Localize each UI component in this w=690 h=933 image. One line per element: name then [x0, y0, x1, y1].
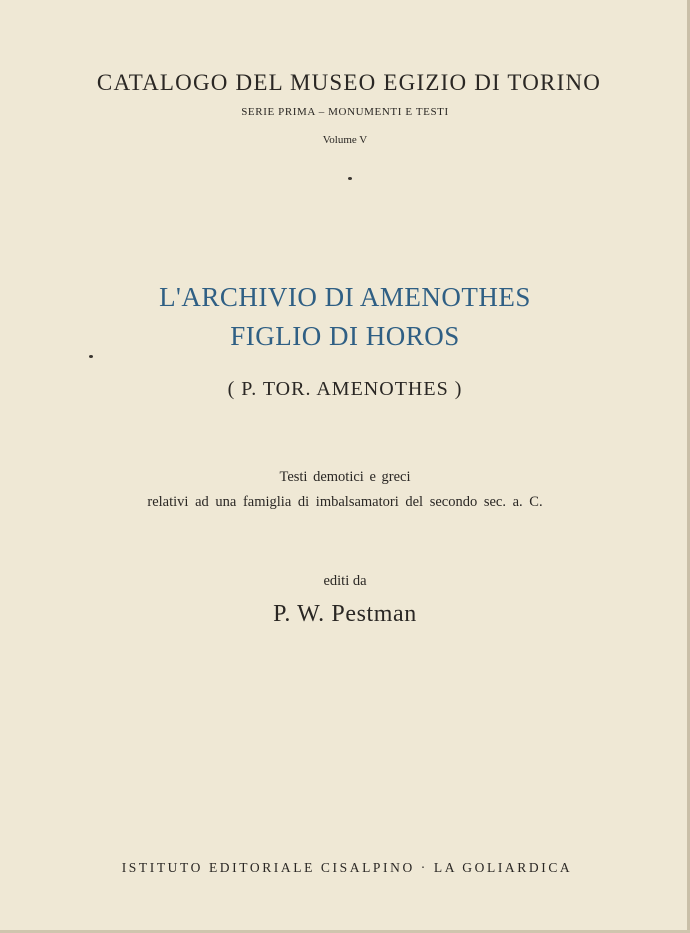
book-title-line-2: FIGLIO DI HOROS	[230, 321, 460, 351]
publisher-name: ISTITUTO EDITORIALE CISALPINO · LA GOLIARDICA	[121, 860, 573, 875]
author-name: P. W. Pestman	[273, 601, 417, 627]
description-line-1: Testi demotici e greci	[279, 469, 411, 485]
paper-speck	[89, 355, 93, 358]
series-subtitle: SERIE PRIMA – MONUMENTI E TESTI	[241, 106, 449, 118]
series-volume: Volume V	[322, 134, 368, 146]
book-title-line-1: L'ARCHIVIO DI AMENOTHES	[159, 282, 531, 312]
description-line-2: relativi ad una famiglia di imbalsamatori del secondo sec. a. C.	[147, 494, 543, 510]
series-title: CATALOGO DEL MUSEO EGIZIO DI TORINO	[96, 70, 602, 95]
book-siglum: ( P. TOR. AMENOTHES )	[227, 378, 463, 400]
edited-by-label: editi da	[323, 573, 367, 589]
paper-speck	[348, 177, 352, 180]
